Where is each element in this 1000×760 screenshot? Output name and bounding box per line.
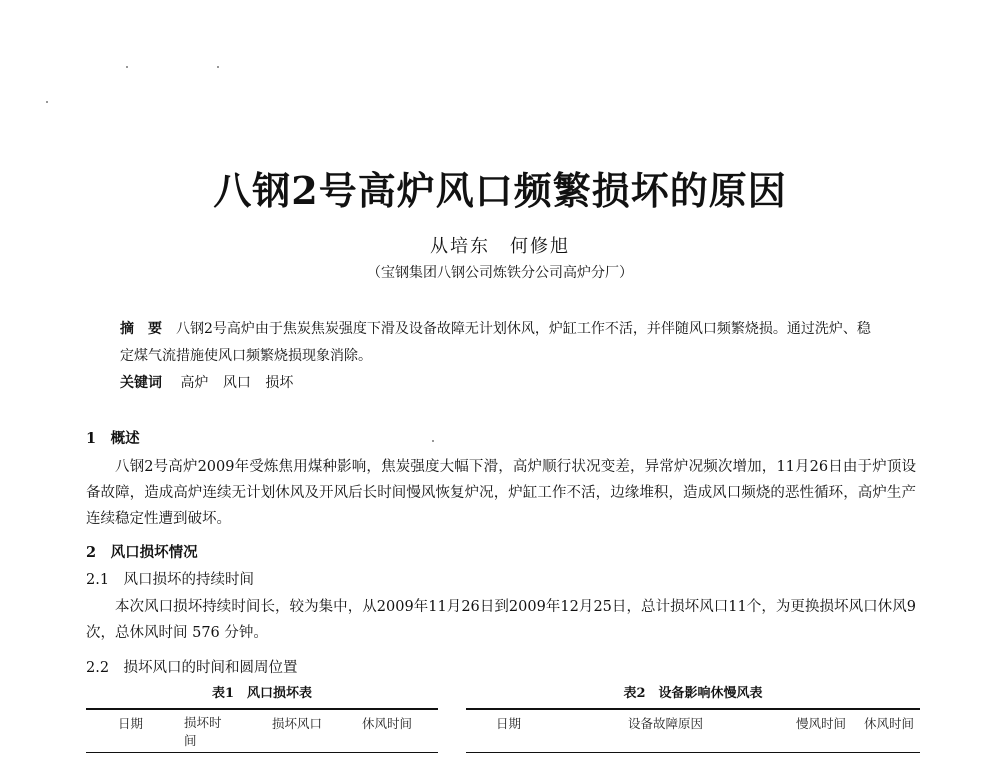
table-2-header-date: 日期 bbox=[496, 716, 522, 731]
abstract-label: 摘 要 bbox=[120, 321, 162, 337]
section-2-heading: 2 风口损坏情况 bbox=[86, 544, 198, 561]
table-1-header-blowdown-time: 休风时间 bbox=[362, 716, 413, 731]
table-1-header-damaged-tuyere: 损坏风口 bbox=[272, 716, 323, 731]
section-2-2-heading: 2.2 损坏风口的时间和圆周位置 bbox=[86, 660, 298, 676]
authors: 从培东 何修旭 bbox=[430, 236, 570, 257]
table-1-header-date: 日期 bbox=[118, 716, 144, 731]
keywords-label: 关键词 bbox=[120, 375, 162, 391]
abstract bbox=[120, 316, 880, 370]
scan-speck bbox=[217, 66, 219, 68]
scan-speck bbox=[46, 101, 48, 103]
keyword: 高炉 bbox=[180, 375, 209, 391]
table-1-caption: 表1 风口损坏表 bbox=[211, 686, 313, 701]
scan-speck bbox=[126, 66, 128, 68]
affiliation: （宝钢集团八钢公司炼铁分公司高炉分厂） bbox=[367, 265, 633, 281]
table-1-header-rule bbox=[86, 752, 438, 753]
table-2-header-rule bbox=[466, 752, 920, 753]
table-2-header-fault-cause: 设备故障原因 bbox=[628, 716, 704, 731]
table-2-caption: 表2 设备影响休慢风表 bbox=[623, 686, 763, 701]
section-2-1-text: 本次风口损坏持续时间长，较为集中，从2009年11月26日到2009年12月25日，总计损坏风口11个，为更换损坏风口休风9次，总休风时间 576 分钟。 bbox=[86, 599, 916, 641]
table-1-top-rule bbox=[86, 708, 438, 710]
table-1-header-damage-time: 损坏时间 bbox=[184, 715, 222, 748]
keyword: 损坏 bbox=[265, 375, 294, 391]
table-2-header-blowdown-time: 休风时间 bbox=[864, 716, 915, 731]
section-2-1-heading: 2.1 风口损坏的持续时间 bbox=[86, 572, 255, 588]
keyword: 风口 bbox=[222, 375, 251, 391]
section-1-text: 八钢2号高炉2009年受炼焦用煤种影响，焦炭强度大幅下滑，高炉顺行状况变差，异常炉况频次增加，11月26日由于炉顶设备故障，造成高炉连续无计划休风及开风后长时间慢风恢复炉况，炉缸工作不活，边缘堆积，造成风口频烧的恶性循环，高炉生产连续稳定性遭到破坏。 bbox=[86, 459, 916, 527]
table-2-top-rule bbox=[466, 708, 920, 710]
abstract-text: 八钢2号高炉由于焦炭焦炭强度下滑及设备故障无计划休风，炉缸工作不活，并伴随风口频繁烧损。通过洗炉、稳定煤气流措施使风口频繁烧损现象消除。 bbox=[120, 321, 871, 364]
keywords bbox=[120, 370, 880, 397]
section-1-heading: 1 概述 bbox=[86, 430, 140, 447]
table-2-header-slow-blast-time: 慢风时间 bbox=[796, 716, 847, 731]
paper-title: 八钢2号高炉风口频繁损坏的原因 bbox=[213, 168, 787, 213]
